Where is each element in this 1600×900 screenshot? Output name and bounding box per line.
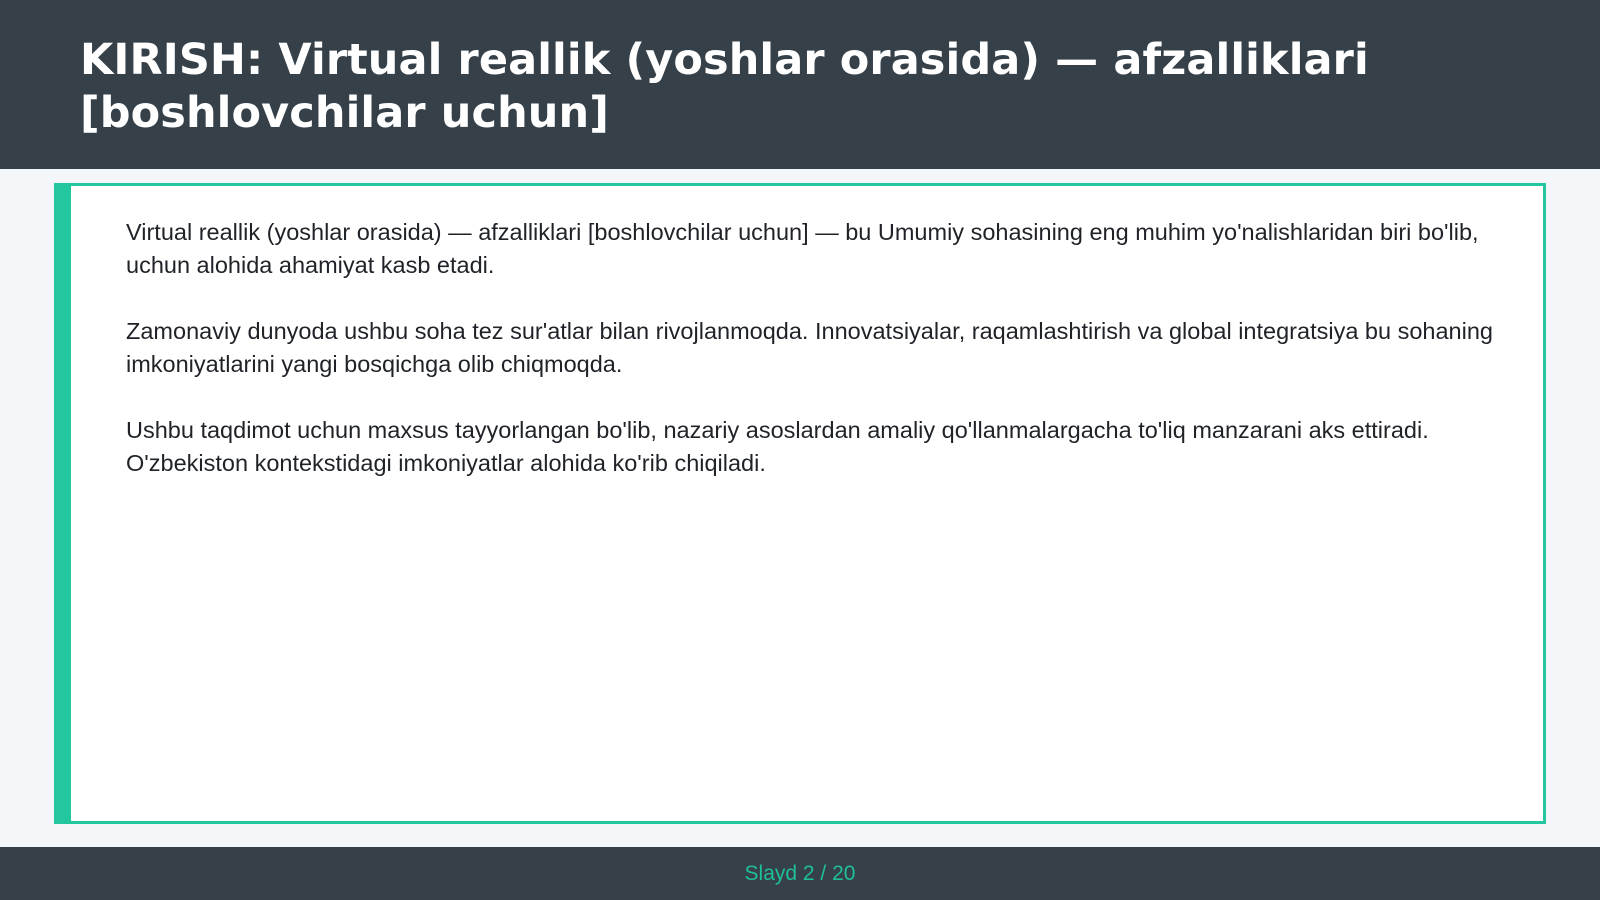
- slide-footer: [0, 847, 1600, 900]
- slide-title: KIRISH: Virtual reallik (yoshlar orasida) — afzalliklari [boshlovchilar uchun]: [80, 35, 1369, 138]
- content-panel: [54, 183, 1546, 824]
- paragraph-intro: Virtual reallik (yoshlar orasida) — afzalliklari [boshlovchilar uchun] — bu Umumiy sohasining eng muhim yo'nalishlaridan biri bo'lib, uchun alohida ahamiyat kasb etadi.: [126, 219, 1479, 278]
- content-text: [126, 216, 1496, 513]
- page-indicator: Slayd 2 / 20: [744, 862, 856, 885]
- paragraph-development: Zamonaviy dunyoda ushbu soha tez sur'atlar bilan rivojlanmoqda. Innovatsiyalar, raqamlashtirish va global integratsiya bu sohaning imkoniyatlarini yangi bosqichga olib chiqmoqda.: [126, 318, 1493, 377]
- slide-header: [0, 0, 1600, 169]
- paragraph-presentation: Ushbu taqdimot uchun maxsus tayyorlangan bo'lib, nazariy asoslardan amaliy qo'llanmalargacha to'liq manzarani aks ettiradi. O'zbekiston kontekstidagi imkoniyatlar alohida ko'rib chiqiladi.: [126, 417, 1429, 476]
